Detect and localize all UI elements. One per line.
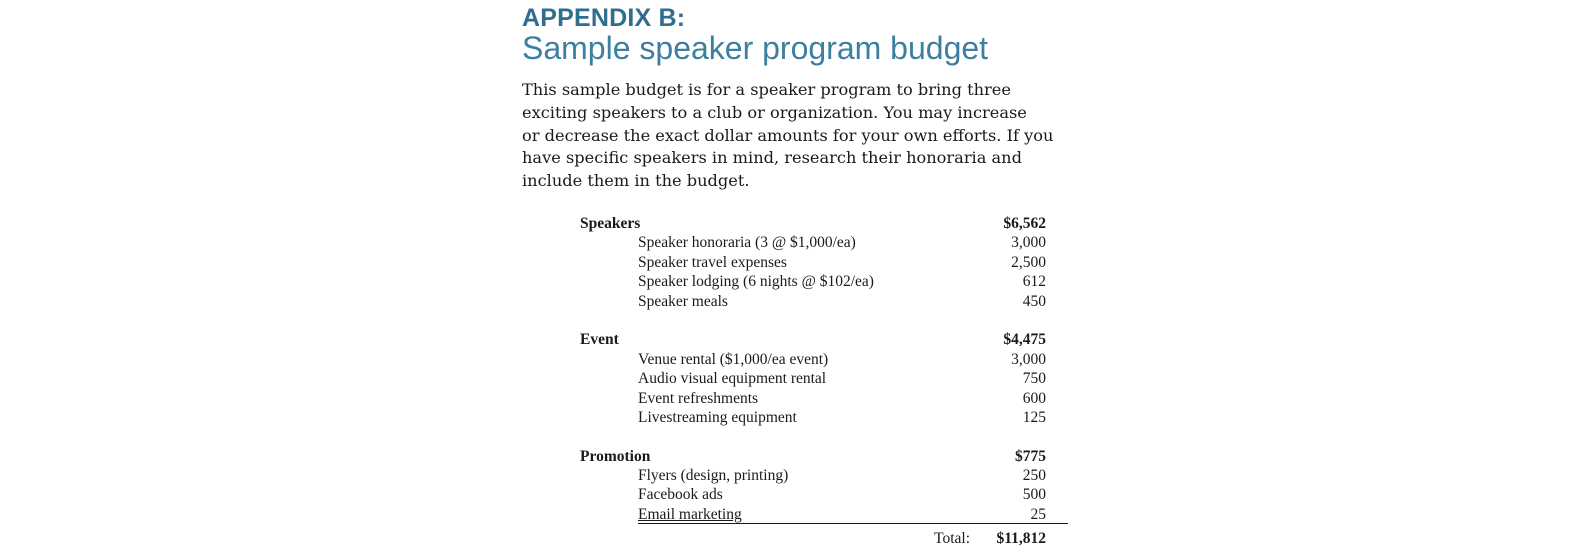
item-label: Event refreshments — [638, 389, 759, 407]
item-amount: 125 — [1022, 408, 1046, 426]
page-title: Sample speaker program budget — [522, 30, 989, 66]
line-item — [580, 272, 1068, 291]
section-name: Promotion — [580, 447, 651, 465]
line-item — [580, 292, 1068, 311]
section-spacer — [580, 311, 1068, 330]
item-label: Venue rental ($1,000/ea event) — [638, 350, 829, 368]
item-label: Speaker lodging (6 nights @ $102/ea) — [638, 273, 874, 291]
section-header-promotion — [580, 447, 1068, 466]
section-header-speakers — [580, 214, 1068, 233]
item-label: Livestreaming equipment — [638, 408, 797, 426]
line-item — [580, 505, 1068, 524]
item-label: Flyers (design, printing) — [638, 467, 789, 485]
item-amount: 750 — [1022, 370, 1046, 388]
section-total: $4,475 — [1003, 331, 1046, 349]
line-item — [580, 389, 1068, 408]
item-label: Speaker meals — [638, 292, 728, 310]
intro-line: This sample budget is for a speaker program to bring three — [522, 80, 1011, 99]
section-header-event — [580, 330, 1068, 349]
item-amount: 3,000 — [1011, 234, 1046, 252]
line-item — [580, 466, 1068, 485]
item-amount: 25 — [1030, 505, 1046, 523]
line-item — [580, 253, 1068, 272]
item-amount: 250 — [1022, 467, 1046, 485]
section-name: Event — [580, 331, 619, 349]
line-item — [580, 233, 1068, 252]
intro-line: or decrease the exact dollar amounts for your own efforts. If you — [522, 125, 1054, 145]
section-name: Speakers — [580, 215, 641, 232]
line-item — [580, 369, 1068, 388]
item-label: Speaker travel expenses — [638, 253, 787, 271]
line-item — [580, 408, 1068, 427]
section-total: $6,562 — [1003, 215, 1046, 232]
line-item — [580, 350, 1068, 369]
appendix-label: APPENDIX B: — [522, 4, 686, 32]
section-total: $775 — [1015, 447, 1046, 465]
grand-total-row — [580, 529, 1068, 548]
total-amount: $11,812 — [996, 530, 1046, 548]
budget-table — [580, 214, 1068, 549]
total-label: Total: — [934, 530, 970, 548]
intro-paragraph — [522, 79, 1067, 193]
item-label: Audio visual equipment rental — [638, 370, 827, 388]
item-label: Speaker honoraria (3 @ $1,000/ea) — [638, 234, 856, 252]
item-amount: 450 — [1022, 292, 1046, 310]
section-spacer — [580, 427, 1068, 446]
item-amount: 500 — [1022, 486, 1046, 504]
item-amount: 612 — [1022, 273, 1046, 291]
item-amount: 600 — [1022, 389, 1046, 407]
item-amount: 2,500 — [1011, 253, 1046, 271]
item-amount: 3,000 — [1011, 350, 1046, 368]
intro-line: have specific speakers in mind, research their honoraria and — [522, 148, 1022, 168]
item-label: Email marketing — [638, 505, 742, 523]
item-label: Facebook ads — [638, 486, 723, 504]
line-item — [580, 485, 1068, 504]
intro-line: include them in the budget. — [522, 171, 750, 191]
intro-line: exciting speakers to a club or organization. You may increase — [522, 102, 1027, 122]
